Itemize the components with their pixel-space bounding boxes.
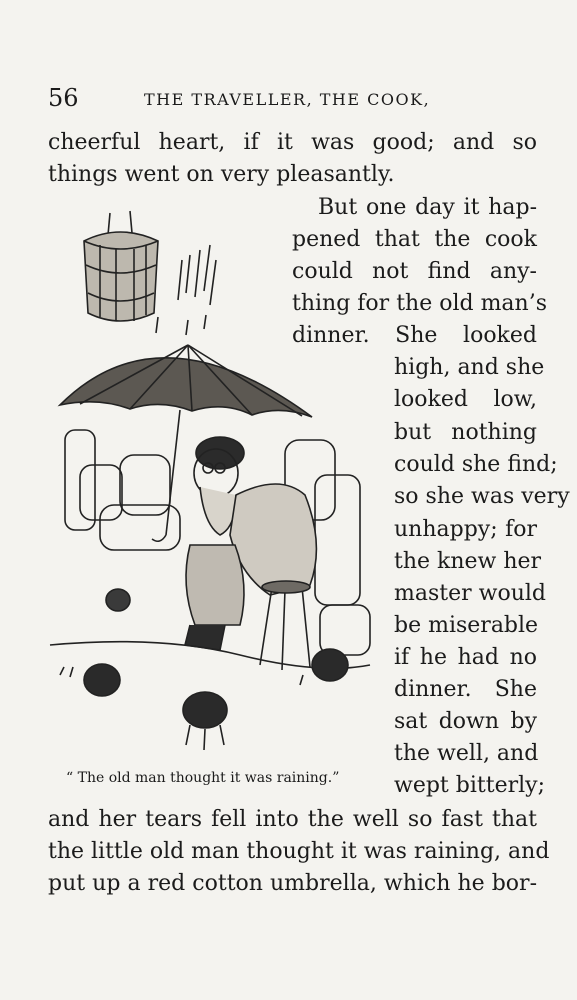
text-line: could she find; — [394, 452, 558, 477]
text-line: be miserable — [394, 613, 539, 638]
running-head-title: THE TRAVELLER, THE COOK, — [144, 90, 431, 109]
text-line: thing for the old man’s — [292, 291, 547, 316]
text-line: looked low, — [394, 387, 537, 412]
text-line: and her tears fell into the well so fast that — [48, 807, 537, 832]
text-line: could not find any- — [292, 259, 537, 284]
text-line: unhappy; for — [394, 517, 537, 542]
text-line: things went on very pleasantly. — [48, 162, 395, 187]
illustration-old-man-umbrella — [40, 205, 390, 760]
text-line: master would — [394, 581, 547, 606]
illustration-caption: “ The old man thought it was raining.” — [66, 770, 340, 786]
text-line: the well, and — [394, 741, 539, 766]
text-line: dinner. She looked — [292, 323, 537, 348]
text-line: high, and she — [394, 355, 545, 380]
text-line: so she was very — [394, 484, 570, 509]
text-line: sat down by — [394, 709, 537, 734]
text-line: cheerful heart, if it was good; and so — [48, 130, 537, 155]
text-line: the little old man thought it was raining, and — [48, 839, 550, 864]
text-line: wept bitterly; — [394, 773, 545, 798]
text-line: the knew her — [394, 549, 542, 574]
text-line: but nothing — [394, 420, 537, 445]
barrel — [84, 211, 158, 321]
text-line: put up a red cotton umbrella, which he bor- — [48, 871, 537, 896]
text-line: dinner. She — [394, 677, 537, 702]
text-line: pened that the cook — [292, 227, 537, 252]
text-line: if he had no — [394, 645, 537, 670]
text-line: But one day it hap- — [318, 195, 537, 220]
running-header — [48, 84, 538, 114]
rain-lines — [156, 245, 216, 335]
page-number: 56 — [48, 84, 79, 112]
old-man — [185, 437, 316, 670]
